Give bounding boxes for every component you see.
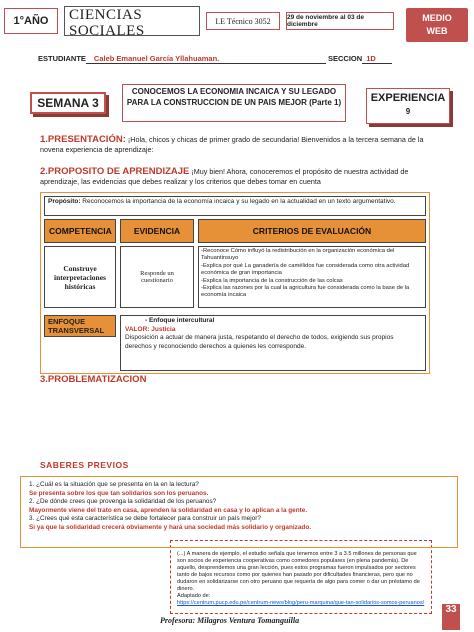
criterion-item: - Explica la importancia de la construcción de las colcas — [201, 278, 423, 285]
criterion-item: - Explica las razones por la cual la agricultura fue considerada como la base de la economía incaica — [201, 285, 423, 300]
col-criterios: CRITERIOS DE EVALUACIÓN — [198, 219, 426, 243]
criterion-item: - Explica por qué La ganadería de camélidos fue considerada como otra actividad económica de gran importancia — [201, 263, 423, 278]
purpose-label: Propósito: — [48, 198, 81, 205]
problematizacion-heading: 3.PROBLEMATIZACION — [40, 374, 147, 385]
presentation-block — [40, 134, 440, 155]
enfoque-text: Disposición a actuar de manera justa, respetando el derecho de todos, exigiendo sus propios derechos y reconociendo derechos a quienes les corresponde. — [125, 334, 394, 350]
saberes-heading: SABERES PREVIOS — [40, 460, 129, 470]
reading-box — [170, 540, 432, 614]
question-3: 3. ¿Crees qué esta característica se debe fortalecer para construir un país mejor? — [29, 515, 261, 523]
questions-box — [20, 476, 458, 548]
valor-value: Justicia — [151, 325, 176, 333]
criteria-list — [199, 247, 425, 301]
mode-line-1: MEDIO — [422, 13, 452, 23]
enfoque-label: ENFOQUE TRANSVERSAL — [44, 315, 116, 337]
subject-title: CIENCIAS SOCIALES — [64, 6, 200, 36]
reading-source: Adaptado de: — [177, 593, 211, 599]
enfoque-title: - Enfoque intercultural — [145, 317, 215, 324]
col-evidencia: EVIDENCIA — [120, 219, 194, 243]
purpose-text: Reconocemos la importancia de la economía incaica y su legado en la actualidad en un texto argumentativo. — [80, 198, 396, 205]
question-2: 2. ¿De dónde crees que provenga la solidaridad de los peruanos? — [29, 498, 217, 506]
purpose-heading: 2.PROPOSITO DE APRENDIZAJE — [40, 166, 190, 177]
presentation-heading: 1.PRESENTACIÓN: — [40, 134, 126, 145]
section-value[interactable]: 1D — [362, 54, 392, 64]
purpose-intro: ¡Muy bien! Ahora, conoceremos el propósito de nuestra actividad de aprendizaje, las evidencias que debes realizar y los criterios que debes tomar en cuenta — [40, 167, 409, 186]
date-range: 29 de noviembre al 03 de diciembre — [286, 12, 394, 30]
answer-2[interactable]: Mayormente viene del trato en casa, aprenden la solidaridad en casa y lo aplican a la gente. — [29, 506, 308, 514]
experience-badge — [366, 88, 450, 124]
competencia-cell: Construye interpretaciones históricas — [44, 246, 116, 308]
experience-label: EXPERIENCIA — [370, 92, 446, 104]
page-number: 33 — [442, 604, 460, 630]
grade-badge: 1°AÑO — [4, 8, 58, 34]
lesson-title: CONOCEMOS LA ECONOMIA INCAICA Y SU LEGADO PARA LA CONSTRUCCION DE UN PAIS MEJOR (Parte 1) — [122, 84, 346, 122]
valor-row — [125, 326, 421, 335]
question-1: 1. ¿Cuál es la situación que se presenta en la en la lectura? — [29, 481, 199, 488]
student-name[interactable]: Caleb Emanuel García Yllahuaman. — [86, 54, 326, 64]
student-row — [38, 54, 438, 64]
enfoque-cell — [120, 315, 426, 371]
school-label: I.E Técnico 3052 — [206, 12, 280, 30]
presentation-text: ¡Hola, chicos y chicas de primer grado de secundaria! Bienvenidos a la tercera semana de la novena experiencia de aprendizaje: — [40, 135, 424, 154]
answer-3[interactable]: Si ya que la solidaridad crecerá obviamente y hará una sociedad más solidario y organizado. — [29, 523, 311, 531]
week-badge: SEMANA 3 — [30, 92, 106, 114]
mode-line-2: WEB — [426, 26, 448, 36]
section-label: SECCION — [328, 54, 363, 63]
col-competencia: COMPETENCIA — [44, 219, 116, 243]
purpose-cell — [44, 196, 426, 216]
teacher-footer: Profesora: Milagros Ventura Tomanguilla — [160, 616, 300, 625]
reading-link[interactable]: https://centrum.pucp.edu.pe/centrum-news/blog/peru-marquina/que-tan-solidarios-somos-peruanos/ — [177, 600, 425, 606]
criterios-cell — [198, 246, 426, 308]
experience-number: 9 — [405, 107, 411, 116]
criterion-item: - Reconoce Cómo influyó la redistribución en la organización económica del Tahuantinsuyo — [201, 248, 423, 263]
reading-text: (...) A manera de ejemplo, el estudio señala que tenemos entre 3 a 3.5 millones de personas que son socios de experiencia cooperativas como comedores populares (en plena pandemia). De aquello, desprendemos una gran lección, pues estos programas fueron impulsados por sectores tanto de bajos recursos como por quienes han pasado por dificultades financieras, pero que no dudaron en solidarizarse con otro peruano que requería de algo para comer o dar un préstamo de dinero. — [177, 551, 420, 592]
mode-badge — [406, 8, 468, 42]
student-label: ESTUDIANTE — [38, 54, 86, 63]
answer-1[interactable]: Se presenta sobre los que tan solidarios son los peruanos. — [29, 489, 209, 497]
evidencia-cell: Responde un cuestionario — [120, 246, 194, 308]
purpose-block — [40, 166, 448, 187]
valor-label: VALOR: — [125, 325, 150, 333]
